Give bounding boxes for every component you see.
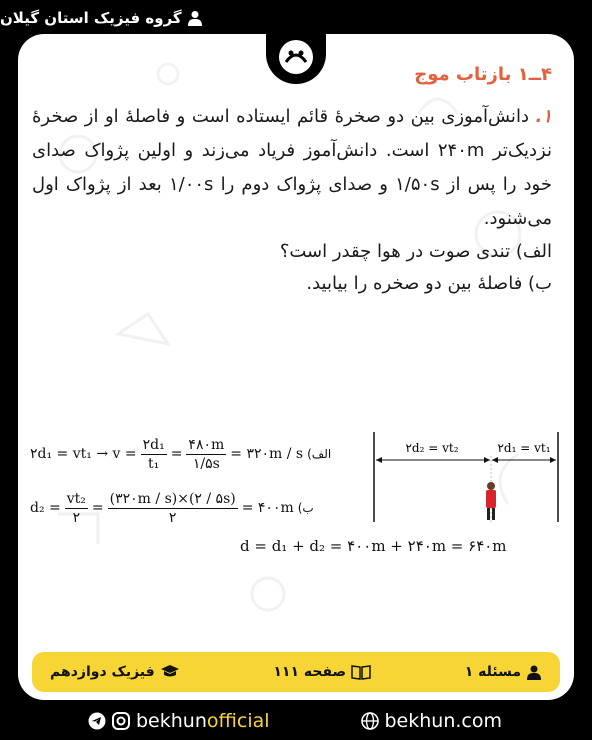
solution-part-a (30, 432, 370, 476)
fraction-denominator: ۲ (168, 509, 177, 526)
part-b-fraction-1 (65, 490, 88, 527)
left-distance-label: ۲d₂ = vt₂ (405, 441, 459, 455)
fraction-numerator: vt₂ (66, 490, 86, 507)
telegram-icon (88, 712, 106, 730)
bottom-bar (0, 702, 592, 740)
open-book-icon (351, 664, 371, 680)
website-text: bekhun.com (384, 710, 502, 732)
problem-number: ۱. (535, 106, 552, 127)
part-a-lhs: ۲d₁ = vt₁ → v = (30, 446, 137, 462)
cliffs-diagram (370, 432, 562, 522)
social-handle-accent: official (206, 710, 270, 732)
right-arrowhead-icon (550, 457, 556, 463)
part-a-tag: الف) (307, 447, 332, 461)
fraction-denominator: ۲ (72, 509, 81, 526)
part-b-lhs: d₂ = (30, 500, 61, 516)
group-title-text: گروه فیزیک استان گیلان (0, 9, 182, 27)
question-a: الف) تندی صوت در هوا چقدر است؟ (279, 241, 552, 262)
top-bar (0, 0, 592, 36)
student-icon (526, 664, 542, 680)
equals-sign: = (170, 446, 183, 462)
solution-part-b (30, 486, 370, 530)
social-handle[interactable] (88, 710, 270, 732)
question-b: ب) فاصلهٔ بین دو صخره را بیابید. (306, 273, 552, 294)
footer-book (50, 664, 180, 680)
social-handle-main: bekhun (136, 710, 207, 732)
instagram-icon (112, 712, 130, 730)
left-arrowhead-icon (484, 457, 490, 463)
student-figure-icon (486, 482, 496, 520)
content-card (18, 34, 574, 700)
globe-icon (361, 712, 379, 730)
footer-page (273, 664, 371, 680)
left-arrowhead-icon (376, 457, 382, 463)
part-b-result: = ۴۰۰m (241, 500, 294, 516)
right-arrowhead-icon (492, 457, 498, 463)
part-b-tag: ب) (297, 501, 314, 515)
fraction-denominator: ۱/۵s (192, 455, 220, 472)
equals-sign: = (91, 500, 104, 516)
fraction-numerator: (۳۲۰m / s)×(۲ / ۵s) (109, 490, 236, 507)
fraction-numerator: ۴۸۰m (188, 436, 225, 453)
problem-text: دانش‌آموزی بین دو صخرهٔ قائم ایستاده است و فاصلهٔ او از صخرهٔ نزدیک‌تر ۲۴۰m است. دانش‌آموز فریاد می‌زند و اولین پژواک صدای خود را پس از ۱/۵۰s و صدای پژواک دوم را ۱/۰۰s بعد از پژواک اول می‌شنود. (32, 106, 552, 229)
fraction-numerator: ۲d₁ (142, 436, 165, 453)
graduation-cap-icon (160, 664, 180, 680)
bekhun-logo-icon (277, 38, 315, 76)
part-a-fraction-1 (141, 436, 167, 473)
solution-total: d = d₁ + d₂ = ۴۰۰m + ۲۴۰m = ۶۴۰m (240, 537, 507, 555)
fraction-denominator: t₁ (148, 455, 160, 472)
footer-bar (32, 652, 560, 692)
footer-page-label: صفحه ۱۱۱ (273, 664, 347, 680)
footer-problem-label: مسئله ۱ (464, 664, 521, 680)
problem-statement (32, 100, 552, 300)
person-icon (188, 10, 202, 26)
part-a-result: = ۳۲۰m / s (230, 446, 304, 462)
part-a-fraction-2 (186, 436, 226, 473)
footer-problem (465, 664, 542, 680)
group-title (0, 9, 202, 27)
part-b-fraction-2 (108, 490, 238, 527)
footer-book-label: فیزیک دوازدهم (50, 664, 155, 680)
website-link[interactable] (361, 710, 503, 732)
section-title: ۴ــ۱ بازتاب موج (414, 64, 552, 85)
right-distance-label: ۲d₁ = vt₁ (497, 441, 551, 455)
logo-badge (266, 34, 326, 84)
